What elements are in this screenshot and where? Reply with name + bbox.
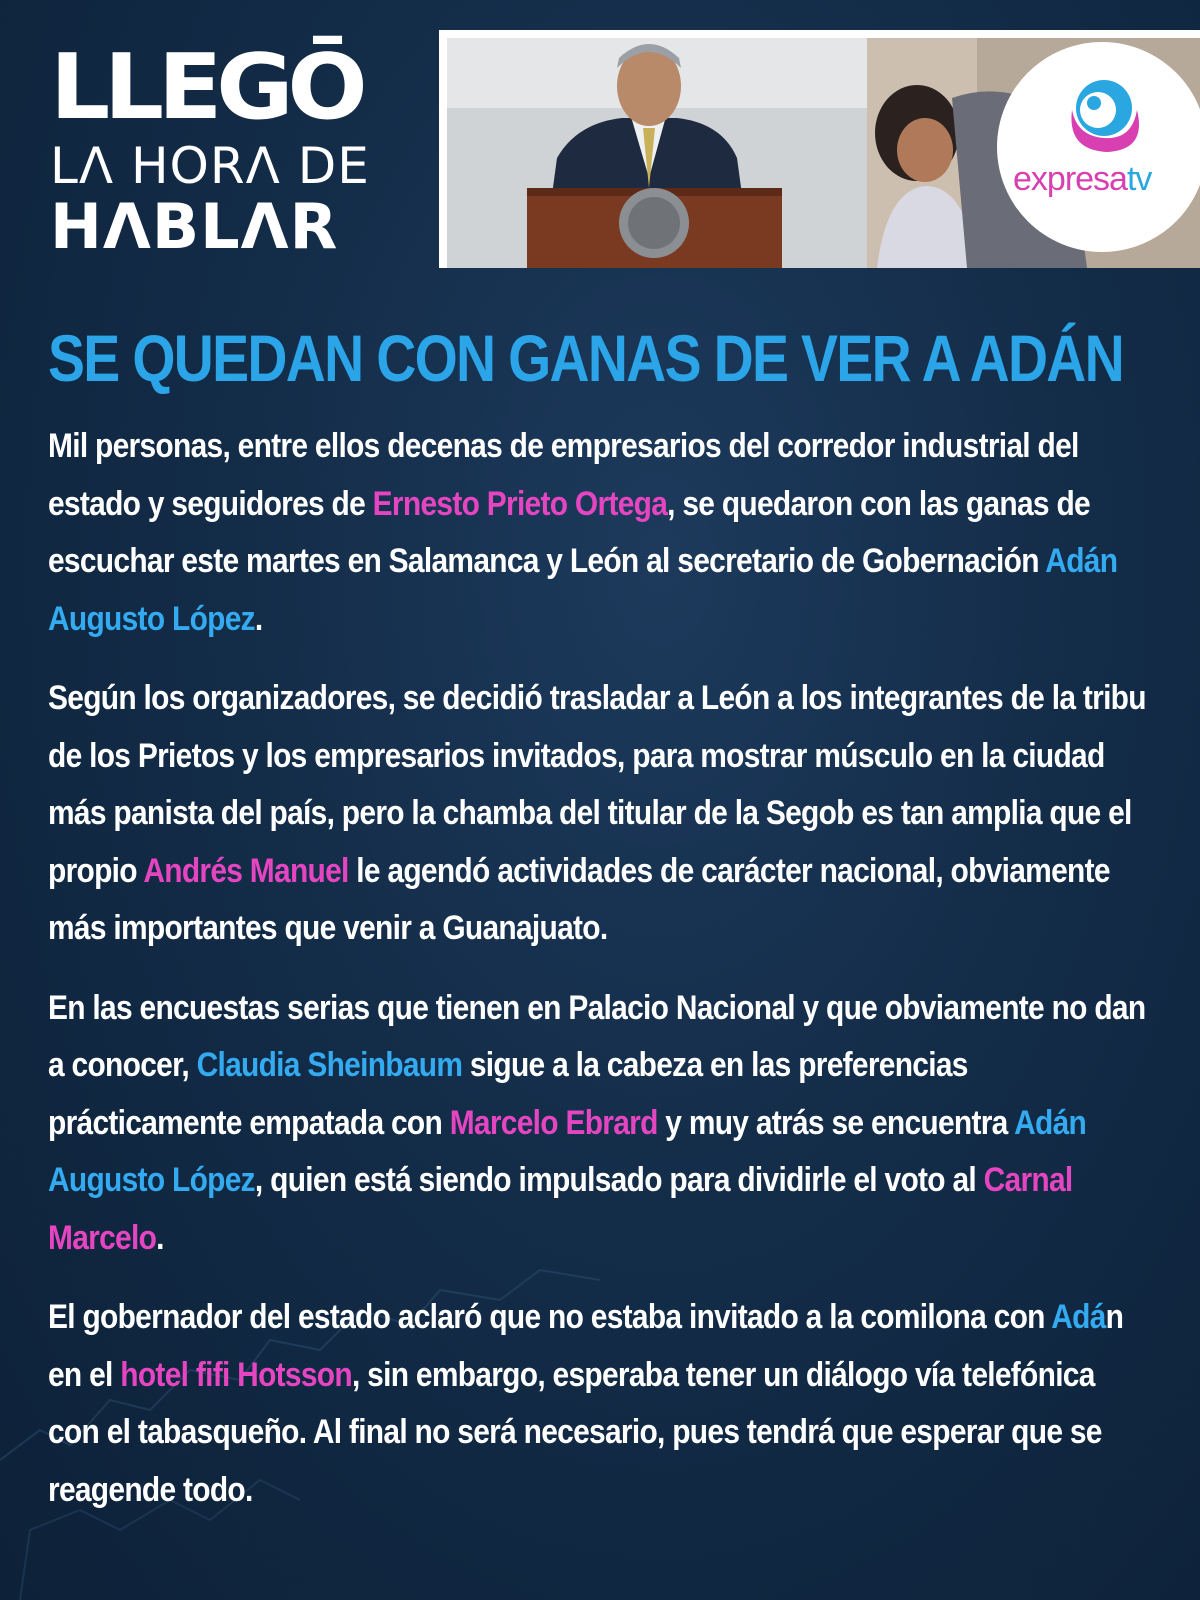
- highlighted-name-magenta: Andrés Manuel: [143, 851, 349, 890]
- expresatv-logo: [997, 42, 1200, 252]
- highlighted-name-magenta: hotel fifi Hotsson: [120, 1355, 352, 1394]
- paragraph-text: n en el: [48, 1298, 1124, 1394]
- article-paragraph: [48, 418, 1148, 648]
- paragraph-text: .: [156, 1218, 164, 1257]
- wordmark-part-1: expresa: [1013, 160, 1127, 198]
- highlighted-name-cyan: Adán Augusto López: [48, 1103, 1087, 1199]
- expresatv-swirl-icon: [1052, 70, 1152, 160]
- paragraph-text: Mil personas, entre ellos decenas de empresarios del corredor industrial del estado y seguidores de: [48, 427, 1079, 523]
- paragraph-text: , sin embargo, esperaba tener un diálogo vía telefónica con el tabasqueño. Al final no será necesario, pues tendrá que esperar que se reagende todo.: [48, 1355, 1102, 1509]
- paragraph-text: le agendó actividades de carácter nacional, obviamente más importantes que venir a Guanajuato.: [48, 851, 1110, 947]
- paragraph-text: .: [254, 599, 263, 638]
- paragraph-text: y muy atrás se encuentra: [657, 1103, 1015, 1142]
- masthead-line-2: LΛ HORΛ DE: [50, 137, 370, 195]
- article-body: [48, 418, 1148, 1541]
- masthead-line-1: LLEGŌ: [50, 35, 362, 140]
- masthead-line-3: HΛBLΛR: [50, 190, 339, 263]
- highlighted-name-magenta: Carnal Marcelo: [48, 1161, 1073, 1257]
- paragraph-text: Según los organizadores, se decidió trasladar a León a los integrantes de la tribu de los Prietos y los empresarios invitados, para mostrar músculo en la ciudad más panista del país, pero la chamba del titular de la Segob es tan amplia que el propio: [48, 679, 1146, 890]
- paragraph-text: sigue a la cabeza en las preferencias prácticamente empatada con: [48, 1046, 968, 1142]
- highlighted-name-magenta: Ernesto Prieto Ortega: [372, 484, 668, 523]
- wordmark-part-2: tv: [1126, 160, 1152, 198]
- article-paragraph: [48, 1289, 1148, 1519]
- article-paragraph: [48, 670, 1148, 958]
- paragraph-text: , quien está siendo impulsado para dividirle el voto al: [254, 1161, 984, 1199]
- article-paragraph: [48, 980, 1148, 1268]
- expresatv-wordmark: [1013, 160, 1151, 199]
- headline: SE QUEDAN CON GANAS DE VER A ADÁN: [48, 321, 1124, 395]
- paragraph-text: , se quedaron con las ganas de escuchar este martes en Salamanca y León al secretario de Gobernación: [48, 484, 1090, 580]
- paragraph-text: En las encuestas serias que tienen en Palacio Nacional y que obviamente no dan a conocer,: [48, 988, 1146, 1084]
- highlighted-name-cyan: Adá: [1051, 1298, 1106, 1336]
- highlighted-name-magenta: Marcelo Ebrard: [449, 1103, 658, 1142]
- program-masthead: [50, 35, 395, 263]
- highlighted-name-cyan: Claudia Sheinbaum: [196, 1046, 463, 1084]
- paragraph-text: El gobernador del estado aclaró que no estaba invitado a la comilona con: [48, 1298, 1052, 1336]
- highlighted-name-cyan: Adán Augusto López: [48, 542, 1118, 638]
